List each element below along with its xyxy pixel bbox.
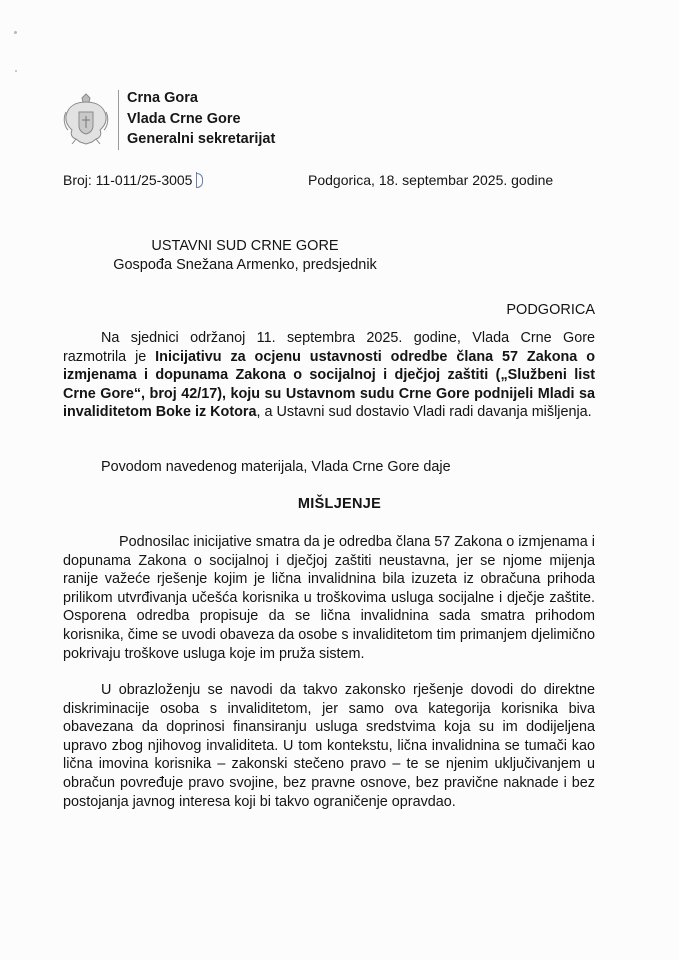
intro-paragraph — [63, 329, 595, 422]
scan-artifact — [15, 70, 17, 72]
recipient-addressee: Gospođa Snežana Armenko, predsjednik — [113, 257, 377, 273]
opinion-paragraph-2 — [63, 681, 595, 811]
reference-number — [63, 172, 204, 188]
letterhead-text — [127, 88, 275, 150]
letterhead-country: Crna Gora — [127, 90, 198, 106]
opinion-paragraph-1 — [63, 533, 595, 663]
place-date: Podgorica, 18. septembar 2025. godine — [308, 172, 554, 188]
recipient-city: PODGORICA — [506, 302, 595, 318]
coat-of-arms-icon — [62, 92, 110, 147]
recipient-institution: USTAVNI SUD CRNE GORE — [151, 238, 339, 254]
intro-closing — [63, 458, 595, 477]
letterhead-department: Generalni sekretarijat — [127, 131, 276, 147]
opinion-text-2: U obrazloženju se navodi da takvo zakonsko rješenje dovodi do direktne diskriminacije osoba s invaliditetom, jer samo ova kategorija korisnika biva obavezana da doprinosi finansiranju usluga sredstvima koja su im dodijeljena upravo zbog njihovog invaliditeta. U tom kontekstu, lična invalidnina se tumači kao lična imovina korisnika – zakonski stečeno pravo – te se njenim uključivanjem u obračun povređuje pravo svojine, bez pravne osnove, bez pravične naknade i bez postojanja javnog interesa koji bi takvo ograničenje opravdao. — [63, 682, 595, 810]
intro-text-end: , a Ustavni sud dostavio Vladi radi davanja mišljenja. — [256, 404, 592, 421]
handwritten-mark — [196, 172, 204, 188]
letterhead-divider — [118, 90, 119, 150]
reference-number-text: Broj: 11-011/25-3005 — [63, 172, 193, 188]
scan-artifact — [14, 31, 17, 34]
initiative-title: Inicijativu za ocjenu ustavnosti odredbe člana 57 Zakona o izmjenama i dopunama Zakona o socijalnoj i dječjoj zaštiti („Službeni list Crne Gore“, broj 42/17), koju su Ustavnom sudu Crne Gore podnijeli Mladi sa invaliditetom Boke iz Kotora — [63, 348, 595, 421]
opinion-heading: MIŠLJENJE — [297, 496, 382, 512]
intro-text: Na sjednici održanoj 11. septembra 2025. godine, Vlada Crne Gore razmotrila je — [63, 330, 595, 365]
opinion-text-1: Podnosilac inicijative smatra da je odredba člana 57 Zakona o izmjenama i dopunama Zakona o socijalnoj i dječjoj zaštiti neustavna, jer se njome mijenja ranije važeće rješenje kojim je lična invalidnina bila izuzeta iz obračuna prihoda prilikom utvrđivanja učešća korisnika u troškovima usluga socijalne i dječje zaštite. Osporena odredba propisuje da se lična invalidnina sada smatra prihodom korisnika, čime se uvodi obaveza da osobe s invaliditetom tim primanjem djelimično pokrivaju troškove usluga koje im pruža sistem. — [63, 534, 595, 662]
letterhead-government: Vlada Crne Gore — [127, 110, 241, 127]
intro-closing-text: Povodom navedenog materijala, Vlada Crne Gore daje — [101, 459, 451, 475]
